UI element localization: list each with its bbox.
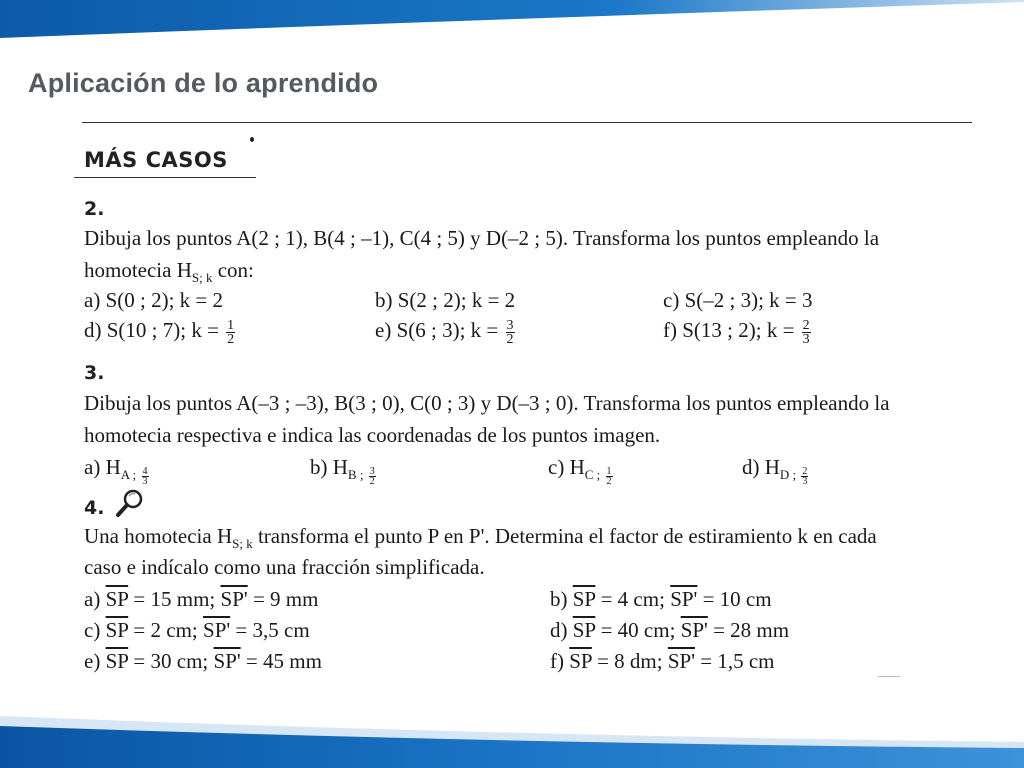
exercise-text: Una homotecia $H_{S; k}$ transforma el punto P en P'. Determina el factor de estiramiento k en cada — [84, 524, 877, 551]
exercise-item: b) S(2 ; 2); k = 2 — [375, 288, 516, 312]
exercise-item: f) $\overline{SP} = 8$ dm; SP' = 1,5 cm — [550, 649, 775, 673]
fraction: $\frac{4}{3}$ — [142, 465, 148, 487]
magnifier-icon — [112, 487, 146, 521]
exercise-text: Dibuja los puntos A(2 ; 1), B(4 ; –1), C(4 ; 5) y D(–2 ; 5). Transforma los puntos empleando la — [84, 226, 880, 250]
section-underline — [74, 177, 256, 178]
exercise-item: d) $H_{D ; \frac{2}{3}}$ — [742, 455, 808, 487]
exercise-item: f) S(13 ; 2); k = $\frac{2}{3}$ — [663, 317, 810, 347]
exercise-item: b) $H_{B ; \frac{3}{2}}$ — [310, 455, 375, 487]
header-band — [0, 0, 1024, 40]
fraction: $\frac{3}{2}$ — [369, 465, 375, 487]
exercise-item: e) $\overline{SP} = 30$ cm; SP' = 45 mm — [84, 649, 322, 673]
exercise-text: caso e indícalo como una fracción simplificada. — [84, 555, 485, 579]
fraction: $\frac{1}{2}$ — [606, 465, 612, 487]
fraction: $\frac{2}{3}$ — [802, 317, 810, 347]
scan-dot — [250, 137, 254, 142]
exercise-text: homotecia respectiva e indica las coordenadas de los puntos imagen. — [84, 423, 661, 447]
footer-band — [0, 708, 1024, 768]
exercise-item: a) S(0 ; 2); k = 2 — [84, 288, 223, 312]
section-heading: MÁS CASOS — [84, 148, 228, 172]
exercise-item: a) $\overline{SP} = 15$ mm; SP' = 9 mm — [84, 587, 319, 611]
exercise-item: d) $\overline{SP} = 40$ cm; SP' = 28 mm — [550, 618, 790, 642]
exercise-item: c) $H_{C ; \frac{1}{2}}$ — [548, 455, 612, 487]
scan-mark — [878, 676, 900, 677]
page-title: Aplicación de lo aprendido — [28, 68, 379, 98]
exercise-item: c) S(–2 ; 3); k = 3 — [663, 288, 813, 312]
exercise-number: 4. — [84, 497, 105, 519]
exercise-text: Dibuja los puntos A(–3 ; –3), B(3 ; 0), C(0 ; 3) y D(–3 ; 0). Transforma los puntos empleando la — [84, 391, 890, 415]
exercise-item: c) $\overline{SP} = 2$ cm; SP' = 3,5 cm — [84, 618, 310, 642]
exercise-item: b) $\overline{SP} = 4$ cm; SP' = 10 cm — [550, 587, 772, 611]
header-rule — [82, 122, 972, 123]
fraction: $\frac{2}{3}$ — [802, 465, 808, 487]
exercise-text: homotecia $H_{S; k}$ con: — [84, 258, 254, 285]
fraction: $\frac{3}{2}$ — [506, 317, 514, 347]
exercise-number: 2. — [84, 198, 105, 220]
fraction: $\frac{1}{2}$ — [227, 317, 235, 347]
exercise-item: d) S(10 ; 7); k = $\frac{1}{2}$ — [84, 317, 235, 347]
exercise-item: e) S(6 ; 3); k = $\frac{3}{2}$ — [375, 317, 514, 347]
exercise-item: a) $H_{A ; \frac{4}{3}}$ — [84, 455, 148, 487]
exercise-number: 3. — [84, 362, 105, 384]
